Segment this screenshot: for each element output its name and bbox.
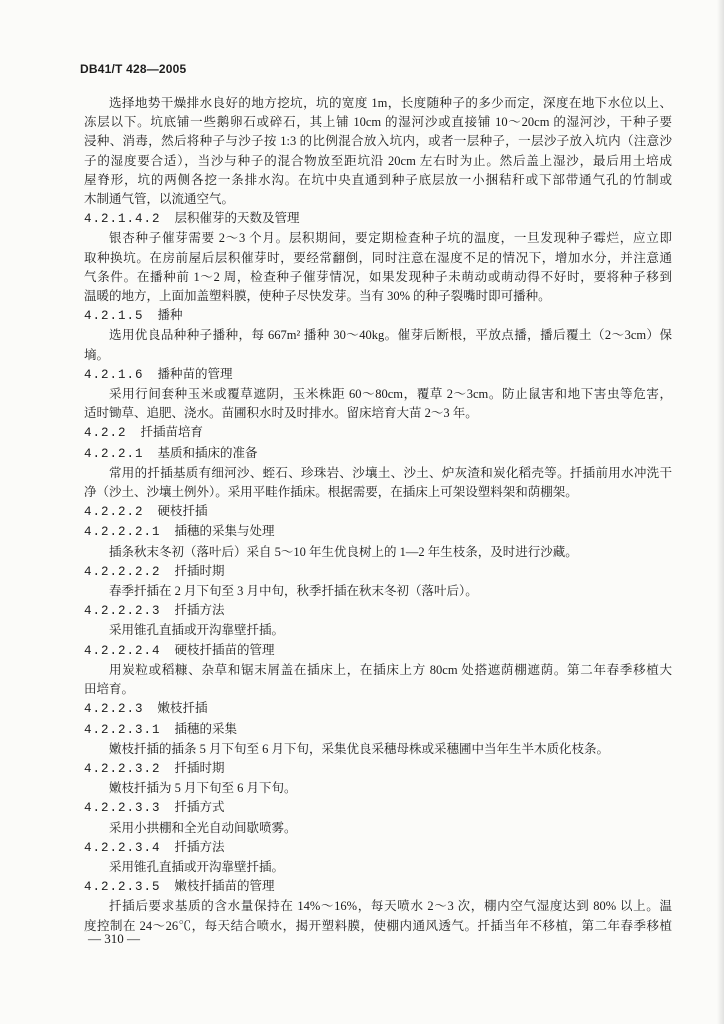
paragraph	[84, 897, 672, 935]
text-line: 气条件。在播种前 1～2 周，检查种子催芽情况，如果发现种子未萌动或萌动得不好时，要将种子移到	[84, 269, 672, 284]
section-heading	[84, 423, 672, 443]
section-title: 扦插方式	[174, 800, 225, 815]
section-number: 4.2.1.4.2	[84, 212, 161, 227]
section-heading	[84, 720, 672, 740]
text-line: 子的湿度要合适），当沙与种子的混合物放至距坑沿 20cm 左右时为止。然后盖上湿沙，最后用土培成	[84, 153, 672, 168]
section-title: 扦插方法	[174, 839, 225, 854]
section-heading	[84, 562, 672, 582]
section-heading	[84, 759, 672, 779]
section-heading	[84, 209, 672, 229]
section-heading	[84, 502, 672, 522]
paragraph	[84, 621, 672, 640]
section-title: 硬枝扦插苗的管理	[174, 642, 275, 657]
text-line: 木制通气管，以流通空气。	[84, 192, 235, 207]
text-line: 墒。	[84, 347, 110, 362]
text-line: 嫩枝扦插为 5 月下旬至 6 月下旬。	[109, 781, 297, 796]
text-line: 温暖的地方，上面加盖塑料膜，使种子尽快发芽。当有 30% 的种子裂嘴时即可播种。	[84, 289, 551, 304]
section-heading	[84, 798, 672, 818]
paragraph	[84, 661, 672, 699]
section-number: 4.2.2.3.1	[84, 722, 161, 737]
section-title: 硬枝扦插	[157, 504, 208, 519]
section-title: 插穗的采集	[174, 721, 238, 736]
page-number: — 310 —	[88, 931, 140, 946]
paragraph	[84, 858, 672, 877]
section-title: 扦插苗培育	[140, 425, 204, 440]
text-line: 春季扦插在 2 月下旬至 3 月中旬，秋季扦插在秋末冬初（落叶后）。	[109, 584, 478, 599]
section-number: 4.2.1.6	[84, 367, 144, 382]
text-line: 插条秋末冬初（落叶后）采自 5～10 年生优良树上的 1—2 年生枝条，及时进行沙藏。	[109, 544, 578, 559]
text-line: 扦插后要求基质的含水量保持在 14%～16%，每天喷水 2～3 次，棚内空气湿度达到 80% 以上。温	[109, 899, 672, 914]
section-number: 4.2.2.1	[84, 446, 144, 461]
text-line: 度控制在 24～26℃，每天结合喷水，揭开塑料膜，使棚内通风透气。扦插当年不移植，第二年春季移植	[84, 918, 672, 933]
text-line: 净（沙土、沙壤土例外）。采用平畦作插床。根据需要，在插床上可架设塑料架和荫棚架。	[84, 485, 578, 500]
text-line: 常用的扦插基质有细河沙、蛭石、珍珠岩、沙壤土、沙土、炉灰渣和炭化稻壳等。扦插前用水冲洗干	[109, 465, 672, 480]
paragraph	[84, 779, 672, 798]
section-heading	[84, 877, 672, 897]
document-body	[84, 94, 672, 936]
section-title: 嫩枝扦插苗的管理	[174, 879, 275, 894]
text-line: 浸种、消毒，然后将种子与沙子按 1:3 的比例混合放入坑内，或者一层种子，一层沙子放入坑内（注意沙	[84, 134, 672, 149]
section-title: 播种	[157, 308, 183, 323]
section-title: 扦插时期	[174, 563, 225, 578]
section-number: 4.2.2.2.3	[84, 604, 161, 619]
section-number: 4.2.2.3.3	[84, 801, 161, 816]
section-heading	[84, 444, 672, 464]
section-title: 基质和插床的准备	[157, 445, 258, 460]
text-line: 嫩枝扦插的插条 5 月下旬至 6 月下旬，采集优良采穗母株或采穗圃中当年生半木质化枝条。	[109, 741, 610, 756]
text-line: 采用锥孔直插或开沟靠壁扦插。	[109, 623, 285, 638]
section-heading	[84, 838, 672, 858]
text-line: 采用行间套种玉米或覆草遮阴，玉米株距 60～80cm，覆草 2～3cm。防止鼠害和地下害虫等危害，	[109, 387, 672, 402]
section-title: 层积催芽的天数及管理	[174, 211, 300, 226]
text-line: 适时锄草、追肥、浇水。苗圃积水时及时排水。留床培育大苗 2～3 年。	[84, 406, 478, 421]
text-line: 采用小拱棚和全光自动间歇喷雾。	[109, 820, 297, 835]
text-line: 用炭粒或稻糠、杂草和锯末屑盖在插床上，在插床上方 80cm 处搭遮荫棚遮荫。第二年春季移植大	[109, 662, 672, 677]
section-title: 扦插方法	[174, 603, 225, 618]
standard-code-header: DB41/T 428—2005	[80, 62, 187, 76]
section-number: 4.2.2.3.4	[84, 840, 161, 855]
paragraph	[84, 326, 672, 364]
text-line: 取种换坑。在房前屋后层积催芽时，要经常翻倒，同时注意在湿度不足的情况下，增加水分，并注意通	[84, 250, 672, 265]
paragraph	[84, 740, 672, 759]
text-line: 采用锥孔直插或开沟靠壁扦插。	[109, 859, 285, 874]
section-number: 4.2.2.2	[84, 505, 144, 520]
text-line: 选择地势干燥排水良好的地方挖坑，坑的宽度 1m，长度随种子的多少而定，深度在地下水位以上、	[109, 96, 672, 110]
section-number: 4.2.2.3.2	[84, 761, 161, 776]
section-heading	[84, 365, 672, 385]
section-number: 4.2.1.5	[84, 309, 144, 324]
section-title: 扦插时期	[174, 760, 225, 775]
section-heading	[84, 601, 672, 621]
paragraph	[84, 464, 672, 502]
section-number: 4.2.2	[84, 426, 127, 441]
text-line: 冻层以下。坑底铺一些鹅卵石或碎石，其上铺 10cm 的湿河沙或直接铺 10～20cm 的湿河沙，干种子要	[84, 115, 672, 130]
section-number: 4.2.2.3.5	[84, 880, 161, 895]
text-line: 选用优良品种种子播种，每 667m² 播种 30～40kg。催芽后断根，平放点播，播后覆土（2～3cm）保	[109, 328, 672, 343]
section-title: 嫩枝扦插	[157, 701, 208, 716]
section-heading	[84, 699, 672, 719]
text-line: 银杏种子催芽需要 2～3 个月。层积期间，要定期检查种子坑的温度，一旦发现种子霉烂，应立即	[109, 231, 672, 246]
paragraph	[84, 582, 672, 601]
section-number: 4.2.2.2.4	[84, 643, 161, 658]
section-title: 插穗的采集与处理	[174, 524, 275, 539]
section-heading	[84, 522, 672, 542]
paragraph	[84, 94, 672, 209]
text-line: 田培育。	[84, 682, 135, 697]
section-heading	[84, 306, 672, 326]
paragraph	[84, 229, 672, 306]
paragraph	[84, 543, 672, 562]
section-number: 4.2.2.2.1	[84, 525, 161, 540]
section-title: 播种苗的管理	[157, 366, 233, 381]
section-heading	[84, 641, 672, 661]
paragraph	[84, 385, 672, 423]
paragraph	[84, 819, 672, 838]
text-line: 屋脊形，坑的两侧各挖一条排水沟。在坑中央直通到种子底层放一小捆秸秆或下部带通气孔的竹制或	[84, 172, 672, 187]
section-number: 4.2.2.2.2	[84, 564, 161, 579]
section-number: 4.2.2.3	[84, 702, 144, 717]
